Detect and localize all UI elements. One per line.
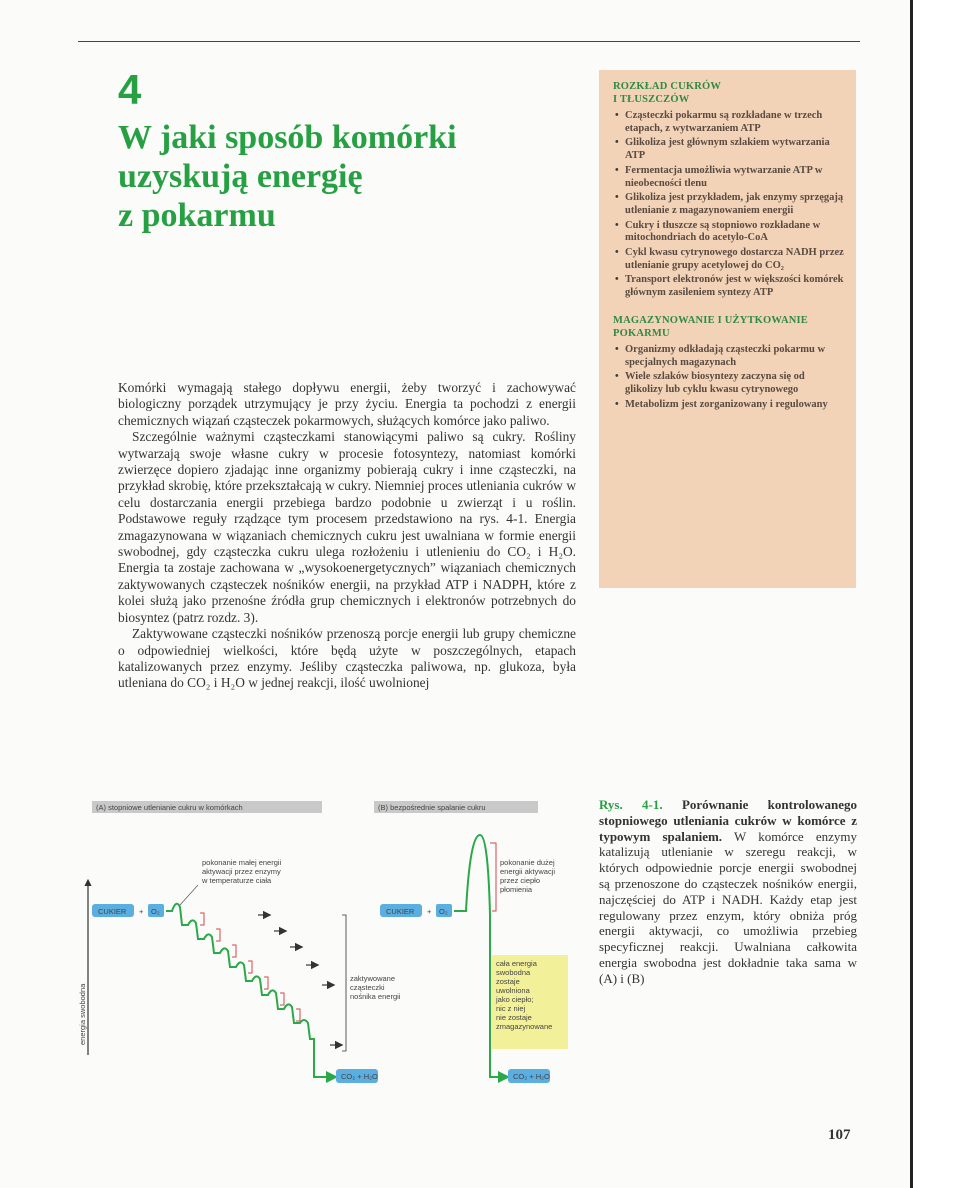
o2-label-a: O₂ (151, 907, 160, 916)
chapter-contents-sidebar (599, 70, 856, 588)
sidebar-list (613, 110, 844, 300)
sidebar-heading (613, 80, 844, 106)
plus-a: + (139, 907, 144, 916)
figure-4-1 (78, 795, 578, 1115)
page-margin (910, 0, 972, 1188)
sidebar-item: • Cząsteczki pokarmu są rozkładane w trzech etapach, z wytwarzaniem ATP (613, 110, 844, 135)
sidebar-heading-line: I TŁUSZCZÓW (613, 94, 690, 105)
sidebar-item: • Fermentacja umożliwia wytwarzanie ATP w nieobecności tlenu (613, 165, 844, 190)
caption-text: W komórce enzymy katalizują utlenianie w szeregu reakcji, w których odpowiednie porcje energii swobodnej są przenoszone do cząsteczek nośników energii, najczęściej do ATP i NADH. Każdy etap jest regulowany przez enzym, który obniża próg energii aktywacji, co umożliwia przebieg specyficznej reakcji. Uwalniana całkowita energia swobodna jest dokładnie taka sama w (A) i (B) (599, 828, 857, 986)
sidebar-item: • Metabolizm jest zorganizowany i regulowany (613, 399, 844, 412)
o2-label-b: O₂ (439, 907, 448, 916)
chapter-title-line: uzyskują energię (118, 158, 363, 195)
activation-note-b: pokonanie dużej energii aktywacji przez ciepło płomienia (500, 858, 556, 894)
header-rule (78, 41, 860, 42)
sidebar-item: • Glikoliza jest przykładem, jak enzymy sprzęgają utlenianie z magazynowaniem energii (613, 192, 844, 217)
sidebar-item: • Cykl kwasu cytrynowego dostarcza NADH przez utlenianie grupy acetylowej do CO₂ (613, 247, 844, 272)
sidebar-item: • Organizmy odkładają cząsteczki pokarmu w specjalnych magazynach (613, 344, 844, 369)
sidebar-heading-line: MAGAZYNOWANIE I UŻYTKOWANIE (613, 314, 809, 326)
body-paragraph: Zaktywowane cząsteczki nośników przenoszą porcje energii lub grupy chemiczne o odpowiedniej wielkości, które będą użyte w poszczególnych, etapach katalizowanych przez enzymy. Jeśliby cząsteczka paliwowa, np. glukoza, była utleniana do CO₂ i H₂O w jednej reakcji, ilość uwolnionej (118, 626, 576, 691)
heat-release-note: cała energia swobodna zostaje uwolniona jako ciepło; nic z niej nie zostaje zmagazynowane (496, 959, 553, 1031)
page-edge-line (910, 0, 913, 1188)
stepwise-pathway (166, 904, 336, 1077)
sidebar-heading-line: ROZKŁAD CUKRÓW (613, 81, 722, 92)
activation-note-a: pokonanie małej energii aktywacji przez enzymy w temperaturze ciała (202, 858, 282, 885)
sidebar-heading-line: POKARMU (613, 327, 670, 339)
chapter-title (118, 118, 538, 235)
body-paragraph: Szczególnie ważnymi cząsteczkami stanowiącymi paliwo są cukry. Rośliny wytwarzają swoje własne cukry w procesie fotosyntezy, natomiast komórki zwierzęce dopiero zjadając inne organizmy pobierają cukry i inne cząsteczki, na przykład skrobię, które przekształcają w cukry. Niemniej proces utleniania cukrów w celu dostarczania energii przebiega bardzo podobnie u zwierząt i u roślin. Podstawowe reguły rządzące tym procesem przedstawiono na rys. 4-1. Energia zmagazynowana w wiązaniach chemicznych cukru jest uwalniana w formie energii swobodnej, gdy cząsteczka cukru ulega rozłożeniu i utlenieniu do CO₂ i H₂O. Energia ta zostaje zachowana w „wysokoenergetycznych” wiązaniach chemicznych zaktywowanych cząsteczek nośników energii, na przykład ATP i NADPH, które z kolei służą jako przenośne źródła grup chemicznych i elektronów potrzebnych do biosyntez (patrz rozdz. 3). (118, 429, 576, 625)
sugar-label-b: CUKIER (386, 907, 415, 916)
page-number: 107 (828, 1127, 851, 1143)
chapter-title-line: z pokarmu (118, 197, 276, 234)
sidebar-item: • Transport elektronów jest w większości komórek głównym zasileniem syntezy ATP (613, 274, 844, 299)
carrier-arrows (258, 915, 342, 1045)
large-activation-bracket (490, 843, 496, 911)
panel-a-header: (A) stopniowe utlenianie cukru w komórkach (96, 803, 243, 812)
chapter-number: 4 (118, 66, 142, 113)
figure-caption (599, 797, 857, 987)
carrier-note: zaktywowane cząsteczki nośnika energii (350, 974, 401, 1001)
plus-b: + (427, 907, 432, 916)
carrier-bracket (342, 915, 346, 1051)
energy-step-brackets (200, 913, 300, 1021)
product-label-a: CO₂ + H₂O (341, 1072, 378, 1081)
body-paragraph: Komórki wymagają stałego dopływu energii, żeby tworzyć i zachowywać biologiczny porządek utrzymujący je przy życiu. Energia ta pochodzi z energii chemicznych wiązań cząsteczek pokarmowych, służących komórce jako paliwo. (118, 380, 576, 428)
panel-b-header: (B) bezpośrednie spalanie cukru (378, 803, 486, 812)
sidebar-list (613, 344, 844, 412)
sidebar-item: • Wiele szlaków biosyntezy zaczyna się od glikolizy lub cyklu kwasu cytrynowego (613, 371, 844, 396)
sidebar-item: • Cukry i tłuszcze są stopniowo rozkładane w mitochondriach do acetylo-CoA (613, 220, 844, 245)
y-axis-label: energia swobodna (78, 983, 87, 1045)
activation-pointer-a (180, 885, 198, 905)
sidebar-heading (613, 314, 844, 340)
chapter-title-line: W jaki sposób komórki (118, 119, 457, 156)
sidebar-item: • Glikoliza jest głównym szlakiem wytwarzania ATP (613, 137, 844, 162)
sugar-label-a: CUKIER (98, 907, 127, 916)
body-text (118, 380, 576, 692)
product-label-b: CO₂ + H₂O (513, 1072, 550, 1081)
figure-diagram (78, 795, 578, 1115)
caption-label: Rys. 4-1. (599, 797, 663, 812)
caption-bold: Porównanie kontrolowanego stopniowego utleniania cukrów w komórce z typowym spalaniem. (599, 797, 858, 844)
